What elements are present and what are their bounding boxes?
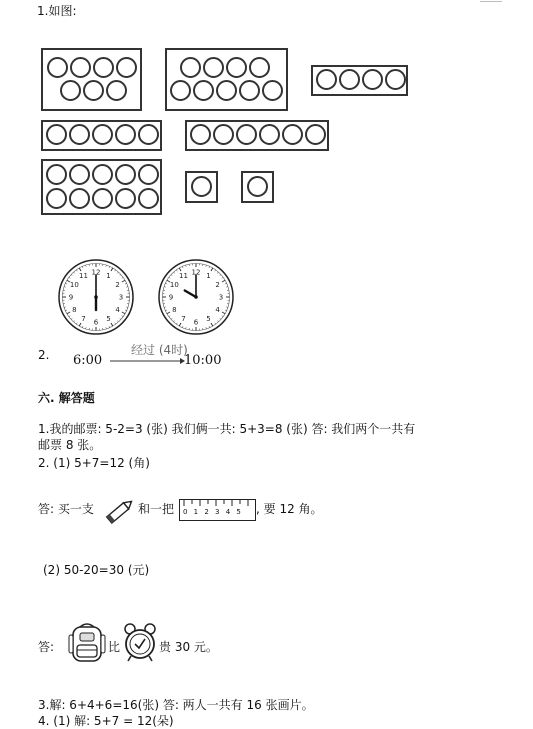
circle (83, 80, 104, 101)
answer-1-line-2: 邮票 8 张。 (38, 438, 102, 452)
clock-number: 11 (179, 271, 188, 280)
answer-2-1-mid: 和一把 (138, 502, 175, 516)
circle (259, 124, 280, 145)
circle (46, 124, 67, 145)
circle (69, 124, 90, 145)
circle (115, 188, 136, 209)
circle (282, 124, 303, 145)
answer-4-1: 4. (1) 解: 5+7 = 12(朵) (38, 714, 174, 728)
question-2-label: 2. (38, 348, 50, 362)
clock-center (194, 295, 198, 299)
circle (92, 188, 113, 209)
circle (138, 164, 159, 185)
answer-2-2-suffix: 贵 30 元。 (159, 640, 218, 654)
circle (93, 57, 114, 78)
circle (116, 57, 137, 78)
clock-number: 8 (172, 306, 177, 314)
clock-number: 1 (206, 271, 211, 280)
circle (239, 80, 260, 101)
circle (138, 124, 159, 145)
backpack-icon (68, 621, 106, 665)
clock-number: 3 (118, 293, 124, 302)
ruler-ticks (180, 500, 254, 508)
circle (47, 57, 68, 78)
circle (247, 176, 268, 197)
circle (213, 124, 234, 145)
circle (203, 57, 224, 78)
circle (69, 164, 90, 185)
clock-number: 7 (81, 315, 86, 324)
time-arrow (110, 356, 185, 366)
circle (362, 69, 383, 90)
circle (180, 57, 201, 78)
circle (92, 164, 113, 185)
clock-number: 2 (215, 281, 220, 289)
answer-2-1: 2. (1) 5+7=12 (角) (38, 456, 150, 470)
clock-number: 10 (169, 281, 179, 289)
clock-10-oclock (157, 258, 235, 336)
answer-2-1-prefix: 答: 买一支 (38, 502, 94, 516)
clock-number: 7 (181, 315, 186, 324)
question-1-label: 1.如图: (37, 4, 77, 18)
circle (305, 124, 326, 145)
answer-1-line-1: 1.我的邮票: 5-2=3 (张) 我们俩一共: 5+3=8 (张) 答: 我们两个一共有 (38, 422, 416, 436)
clock-number: 6 (193, 318, 199, 327)
circle (193, 80, 214, 101)
answer-2-2-mid: 比 (108, 640, 121, 654)
circle (316, 69, 337, 90)
time-passed-label: 经过 (4时) (131, 343, 188, 357)
answer-3: 3.解: 6+4+6=16(张) 答: 两人一共有 16 张画片。 (38, 698, 314, 712)
circle (226, 57, 247, 78)
clock-number: 6 (93, 318, 99, 327)
clock-number: 2 (115, 281, 120, 289)
circle (92, 124, 113, 145)
clock-number: 11 (79, 271, 88, 280)
circle (69, 188, 90, 209)
circle (236, 124, 257, 145)
clock-number: 8 (72, 306, 77, 314)
clock-number: 9 (168, 293, 174, 302)
circle (46, 164, 67, 185)
time-end: 10:00 (184, 353, 222, 368)
top-divider (480, 1, 502, 2)
clock-number: 5 (106, 315, 111, 324)
circle (170, 80, 191, 101)
circle (115, 164, 136, 185)
circle (339, 69, 360, 90)
circle (106, 80, 127, 101)
circle (385, 69, 406, 90)
time-start: 6:00 (73, 353, 103, 368)
clock-number: 9 (68, 293, 74, 302)
circle (191, 176, 212, 197)
circle (249, 57, 270, 78)
circle (262, 80, 283, 101)
section-title: 六. 解答题 (38, 391, 95, 405)
answer-2-2-prefix: 答: (38, 640, 55, 654)
circle (46, 188, 67, 209)
answer-2-2: (2) 50-20=30 (元) (43, 563, 150, 577)
circle (70, 57, 91, 78)
clock-number: 5 (206, 315, 211, 324)
circle (115, 124, 136, 145)
alarm-clock-icon (122, 622, 158, 664)
clock-number: 1 (106, 271, 111, 280)
circle (190, 124, 211, 145)
clock-number: 3 (218, 293, 224, 302)
clock-6-oclock (57, 258, 135, 336)
ruler-marks: 0 1 2 3 4 5 (183, 508, 243, 516)
circle (216, 80, 237, 101)
pencil-icon (103, 497, 137, 525)
clock-number: 12 (91, 268, 101, 277)
circle (60, 80, 81, 101)
ruler-icon (179, 499, 256, 521)
clock-center (94, 295, 98, 299)
clock-number: 4 (115, 306, 120, 314)
clock-number: 10 (69, 281, 79, 289)
answer-2-1-suffix: , 要 12 角。 (256, 502, 323, 516)
circle (138, 188, 159, 209)
clock-number: 4 (215, 306, 220, 314)
clock-number: 12 (191, 268, 201, 277)
